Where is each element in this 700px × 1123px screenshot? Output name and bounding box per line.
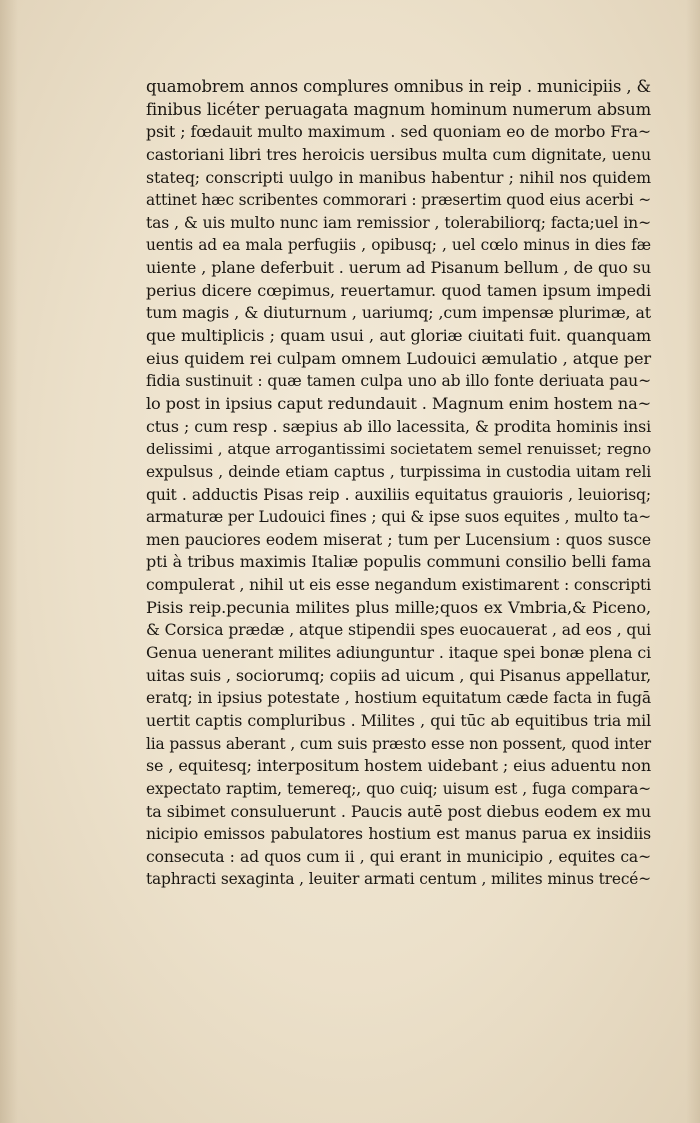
- text-line: expectato raptim, temereq;, quo cuiq; uisum est , fuga compara~: [146, 779, 651, 798]
- text-line: & Corsica prædæ , atque stipendii spes euocauerat , ad eos , qui: [146, 621, 651, 640]
- text-line: que multiplicis ; quam usui , aut gloriæ ciuitati fuit. quanquam: [146, 326, 651, 346]
- text-line: tas , & uis multo nunc iam remissior , tolerabiliorq; facta;uel in~: [146, 213, 651, 232]
- text-line: se , equitesq; interpositum hostem uidebant ; eius aduentu non: [146, 756, 651, 776]
- text-line: stateq; conscripti uulgo in manibus habentur ; nihil nos quidem: [146, 167, 651, 187]
- text-line: attinet hæc scribentes commorari : præsertim quod eius acerbi ~: [146, 191, 651, 210]
- text-line: ctus ; cum resp . sæpius ab illo lacessita, & prodita hominis insi: [146, 416, 651, 436]
- text-line: lia passus aberant , cum suis præsto esse non possent, quod inter: [146, 734, 651, 753]
- text-line: consecuta : ad quos cum ii , qui erant in municipio , equites ca~: [146, 847, 651, 866]
- text-line: castoriani libri tres heroicis uersibus multa cum dignitate, uenu: [146, 144, 651, 164]
- text-line: delissimi , atque arrogantissimi societatem semel renuisset; regno: [146, 440, 651, 459]
- text-line: fidia sustinuit : quæ tamen culpa uno ab illo fonte deriuata pau~: [146, 372, 651, 391]
- text-line: uitas suis , sociorumq; copiis ad uicum , qui Pisanus appellatur,: [146, 665, 652, 685]
- text-line: quamobrem annos complures omnibus in reip . municipiis , &: [146, 77, 651, 96]
- text-line: perius dicere cœpimus, reuertamur. quod tamen ipsum impedi: [146, 280, 651, 300]
- text-line: tum magis , & diuturnum , uariumq; ,cum impensæ plurimæ, at: [146, 303, 651, 323]
- page-edge-shadow-right: [686, 0, 700, 1123]
- text-line: uiente , plane deferbuit . uerum ad Pisanum bellum , de quo su: [146, 258, 651, 278]
- text-line: uentis ad ea mala perfugiis , opibusq; , uel cœlo minus in dies fæ: [146, 236, 651, 255]
- text-line: armaturæ per Ludouici fines ; qui & ipse suos equites , multo ta~: [146, 508, 651, 527]
- text-line: Genua uenerant milites adiunguntur . itaque spei bonæ plena ci: [146, 643, 651, 663]
- page-edge-shadow-left: [0, 0, 18, 1123]
- text-line: nicipio emissos pabulatores hostium est manus parua ex insidiis: [146, 825, 651, 844]
- text-line: eius quidem rei culpam omnem Ludouici æmulatio , atque per: [146, 348, 651, 368]
- text-line: lo post in ipsius caput redundauit . Magnum enim hostem na~: [146, 393, 651, 413]
- body-text: [146, 76, 651, 891]
- text-line: taphracti sexaginta , leuiter armati centum , milites minus trecé~: [146, 870, 651, 889]
- text-line: finibus licéter peruagata magnum hominum numerum absum: [146, 99, 651, 119]
- text-line: Pisis reip.pecunia milites plus mille;quos ex Vmbria,& Piceno,: [146, 597, 651, 617]
- text-line: ta sibimet consuluerunt . Paucis autē post diebus eodem ex mu: [146, 801, 651, 821]
- text-line: quit . adductis Pisas reip . auxiliis equitatus grauioris , leuiorisq;: [146, 485, 651, 504]
- text-line: compulerat , nihil ut eis esse negandum existimarent : conscripti: [146, 576, 651, 595]
- text-line: expulsus , deinde etiam captus , turpissima in custodia uitam reli: [146, 462, 651, 481]
- text-line: psit ; fœdauit multo maximum . sed quoniam eo de morbo Fra~: [146, 122, 651, 142]
- text-line: uertit captis compluribus . Milites , qui tūc ab equitibus tria mil: [146, 710, 651, 730]
- text-line: eratq; in ipsius potestate , hostium equitatum cæde facta in fugā: [146, 689, 651, 708]
- text-line: pti à tribus maximis Italiæ populis communi consilio belli fama: [146, 552, 651, 572]
- text-line: men pauciores eodem miserat ; tum per Lucensium : quos susce: [146, 530, 651, 549]
